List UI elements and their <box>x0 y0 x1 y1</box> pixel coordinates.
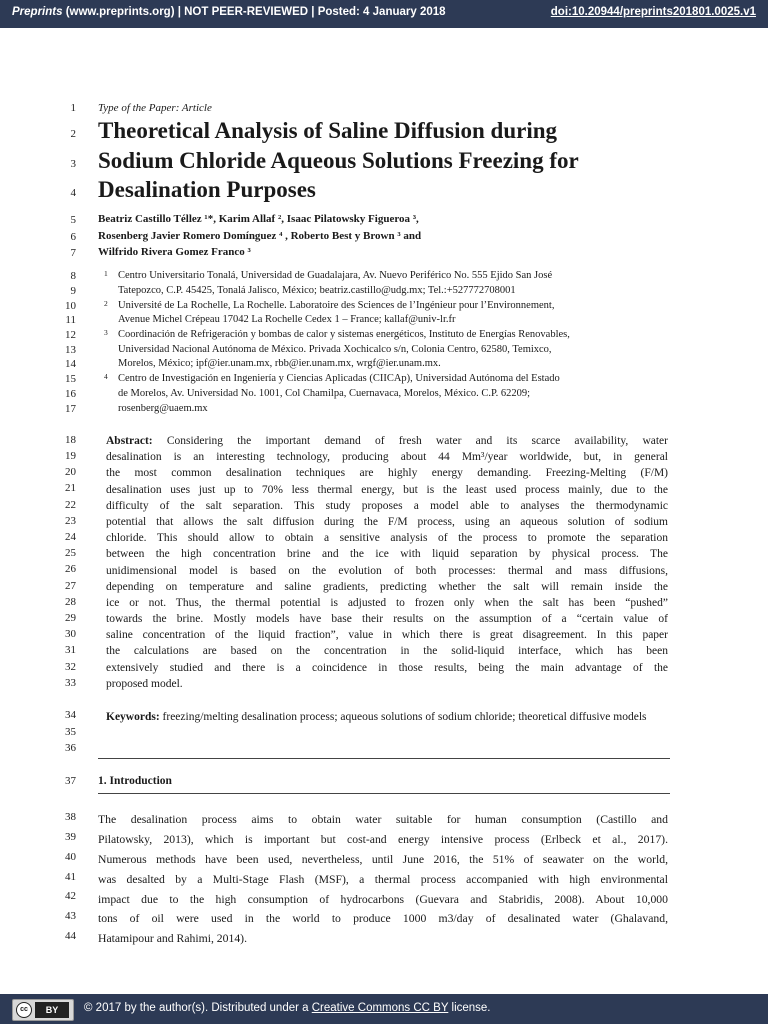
abstract-line: proposed model. <box>106 677 183 690</box>
line-number: 7 <box>70 247 76 259</box>
line-number: 13 <box>65 344 76 356</box>
line-number: 23 <box>65 515 76 527</box>
body-line: Pilatowsky, 2013), which is important but cost-and energy intensive process (Erlbeck et al., 2017). <box>98 832 668 846</box>
line-number: 11 <box>65 314 76 326</box>
line-number: 8 <box>70 270 76 282</box>
abstract-line: desalination uses just up to 70% less thermal energy, but is the least used process mainly, due to the <box>106 483 668 496</box>
line-number: 28 <box>65 596 76 608</box>
line-number: 40 <box>65 851 76 863</box>
introduction-body <box>98 810 668 949</box>
line-number: 36 <box>65 742 76 754</box>
abstract <box>106 433 668 692</box>
line-number: 38 <box>65 811 76 823</box>
line-number: 5 <box>70 214 76 226</box>
line-number: 29 <box>65 612 76 624</box>
line-number: 34 <box>65 709 76 721</box>
line-number: 14 <box>65 358 76 370</box>
line-number: 10 <box>65 300 76 312</box>
line-number: 25 <box>65 547 76 559</box>
body-line: Numerous methods have been used, nevertheless, until June 2016, the 51% of seawater on the world, <box>98 852 668 866</box>
line-number: 21 <box>65 482 76 494</box>
line-number: 16 <box>65 388 76 400</box>
line-number: 22 <box>65 499 76 511</box>
line-number: 12 <box>65 329 76 341</box>
line-number: 15 <box>65 373 76 385</box>
authors-line: Rosenberg Javier Romero Domínguez ⁴ , Roberto Best y Brown ³ and <box>98 230 422 242</box>
line-number: 39 <box>65 831 76 843</box>
by-icon: BY <box>35 1002 69 1018</box>
license-footer <box>0 994 768 1024</box>
body-line: Hatamipour and Rahimi, 2014). <box>98 932 247 946</box>
abstract-line: difficulty of the salt separation. This study proposes a model able to analyses the thermodynamic <box>106 499 668 512</box>
abstract-line: chloride. This should allow to obtain a sensitive analysis of the process to promote the separation <box>106 532 668 545</box>
authors-line: Wilfrido Rivera Gomez Franco ³ <box>98 246 251 258</box>
line-number: 17 <box>65 403 76 415</box>
line-number: 31 <box>65 644 76 656</box>
line-number: 18 <box>65 434 76 446</box>
authors-line: Beatriz Castillo Téllez ¹*, Karim Allaf ², Isaac Pilatowsky Figueroa ³, <box>98 213 419 225</box>
cc-by-badge[interactable] <box>12 999 74 1021</box>
affiliation-number: 4 <box>104 372 108 381</box>
preprint-header-bar <box>0 0 768 28</box>
section-divider <box>98 758 670 759</box>
line-number: 6 <box>70 231 76 243</box>
affiliation-line: Morelos, México; ipf@ier.unam.mx, rbb@ier.unam.mx, wrgf@ier.unam.mx. <box>118 358 441 369</box>
line-number: 32 <box>65 661 76 673</box>
line-number: 26 <box>65 563 76 575</box>
paper-type: Type of the Paper: Article <box>98 102 212 114</box>
line-number: 41 <box>65 871 76 883</box>
keywords <box>106 709 668 726</box>
body-line: impact due to the high consumption of hydrocarbons (Guevara and Stabridis, 2008). About 10,000 <box>98 892 668 906</box>
affiliation-line: Université de La Rochelle, La Rochelle. Laboratoire des Sciences de l’Ingénieur pour l’Environnement, <box>118 300 555 311</box>
abstract-line: extensively studied and there is a coincidence in those results, being the main advantage of the <box>106 661 668 674</box>
abstract-line: ice or not. Thus, the thermal potential is adjusted to frozen only when the salt has been “pushed” <box>106 596 668 609</box>
abstract-line: unidimensional model is based on the evolution of both processes: thermal and mass diffusions, <box>106 564 668 577</box>
body-line: The desalination process aims to obtain water suitable for human consumption (Castillo and <box>98 813 668 826</box>
line-number: 9 <box>70 285 76 297</box>
title-line: Sodium Chloride Aqueous Solutions Freezing for <box>98 148 579 173</box>
affiliation-number: 2 <box>104 299 108 308</box>
license-text: © 2017 by the author(s). Distributed under a Creative Commons CC BY license. <box>84 1002 491 1014</box>
line-number: 3 <box>70 158 76 170</box>
doi-link[interactable]: doi:10.20944/preprints201801.0025.v1 <box>550 6 756 18</box>
title-line: Theoretical Analysis of Saline Diffusion during <box>98 118 558 143</box>
abstract-line: between the high concentration brine and the ice with liquid separation by physical process. The <box>106 548 668 561</box>
preprints-brand[interactable]: Preprints <box>12 6 63 18</box>
line-number: 1 <box>70 102 76 114</box>
line-number: 30 <box>65 628 76 640</box>
abstract-line: the calculations are based on the concentration in the solid-liquid interface, which has been <box>106 645 668 658</box>
line-number: 35 <box>65 726 76 738</box>
line-number: 20 <box>65 466 76 478</box>
line-number: 19 <box>65 450 76 462</box>
affiliation-line: rosenberg@uaem.mx <box>118 403 208 414</box>
line-number: 2 <box>70 128 76 140</box>
affiliation-line: Universidad Nacional Autónoma de México. Privada Xochicalco s/n, Colonia Centro, 62580, Temixco, <box>118 344 552 355</box>
title-line: Desalination Purposes <box>98 177 316 202</box>
affiliation-line: Centro de Investigación en Ingeniería y Ciencias Aplicadas (CIICAp), Universidad Autónoma del Estado <box>118 373 560 384</box>
abstract-line: potential that allows the salt diffusion during the F/M process, using an aqueous solution of sodium <box>106 515 668 528</box>
line-number: 27 <box>65 580 76 592</box>
cc-icon: cc <box>16 1002 32 1018</box>
section-heading: 1. Introduction <box>98 775 172 787</box>
affiliation-line: Tatepozco, C.P. 45425, Tonalá Jalisco, México; beatriz.castillo@udg.mx; Tel.:+527772708001 <box>118 285 516 296</box>
line-number: 4 <box>70 187 76 199</box>
line-number: 44 <box>65 930 76 942</box>
affiliation-number: 3 <box>104 328 108 337</box>
keywords-label: Keywords: <box>106 711 160 723</box>
abstract-line: desalination is an interesting technology, producing about 44 Mm³/year worldwide, but, in general <box>106 451 668 464</box>
affiliation-line: Centro Universitario Tonalá, Universidad de Guadalajara, Av. Nuevo Periférico No. 555 Ejido San José <box>118 270 553 281</box>
abstract-line: the most common desalination techniques are highly energy demanding. Freezing-Melting (F/M) <box>106 467 668 480</box>
keywords-text: freezing/melting desalination process; aqueous solutions of sodium chloride; theoretical diffusive models <box>159 711 647 723</box>
abstract-line: depending on temperature and saline gradients, predicting whether the salt will remain inside the <box>106 580 668 593</box>
affiliation-line: de Morelos, Av. Universidad No. 1001, Col Chamilpa, Cuernavaca, Morelos, México. C.P. 62209; <box>118 388 531 399</box>
preprint-status <box>12 6 446 18</box>
affiliation-number: 1 <box>104 269 108 278</box>
abstract-line: saline concentration of the liquid fraction”, value in which there is great disagreement. In this paper <box>106 629 668 642</box>
line-number: 43 <box>65 910 76 922</box>
abstract-label: Abstract: <box>106 435 153 447</box>
abstract-line: Abstract: Considering the important demand of fresh water and its scarce availability, water <box>106 435 668 447</box>
line-number: 24 <box>65 531 76 543</box>
abstract-line: towards the brine. Mostly models have base their results on the assumption of a “certain value of <box>106 613 668 626</box>
line-number: 37 <box>65 775 76 787</box>
cc-license-link[interactable]: Creative Commons CC BY <box>311 1002 449 1014</box>
line-number: 33 <box>65 677 76 689</box>
body-line: tons of oil were used in the world to produce 1000 m3/day of desalinated water (Ghalavand, <box>98 912 668 926</box>
posting-info: (www.preprints.org) | NOT PEER-REVIEWED | Posted: 4 January 2018 <box>62 6 446 18</box>
body-line: was desalted by a Multi-Stage Flash (MSF), a thermal process accompanied with high environmental <box>98 872 668 886</box>
affiliation-line: Avenue Michel Crépeau 17042 La Rochelle Cedex 1 – France; kallaf@univ-lr.fr <box>118 314 456 325</box>
affiliation-line: Coordinación de Refrigeración y bombas de calor y sistemas energéticos, Instituto de Energías Renovables, <box>118 329 570 340</box>
line-number: 42 <box>65 890 76 902</box>
section-divider <box>98 793 670 794</box>
